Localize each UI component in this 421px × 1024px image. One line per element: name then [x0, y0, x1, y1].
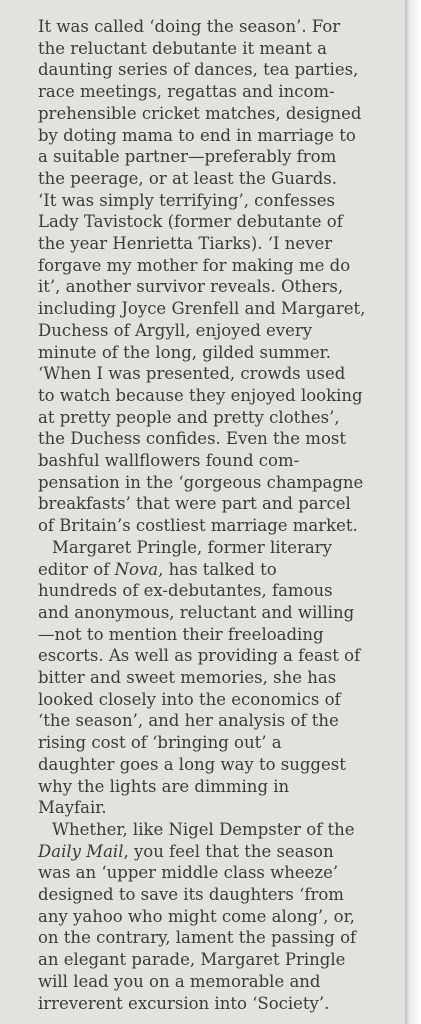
blurb-line: and anonymous, reluctant and willing [38, 602, 355, 622]
blurb-line [38, 559, 277, 581]
blurb-line: at pretty people and pretty clothes’, [38, 407, 340, 427]
blurb-line-segment: , has talked to [158, 559, 277, 579]
blurb-line [38, 841, 334, 863]
blurb-line: pensation in the ‘gorgeous champagne [38, 472, 364, 492]
blurb-line: why the lights are dimming in [38, 776, 290, 796]
blurb-line: bitter and sweet memories, she has [38, 668, 337, 687]
blurb-line: escorts. As well as providing a feast of [38, 646, 361, 666]
blurb-line-italic: Nova [114, 559, 159, 579]
page-edge-shadow [405, 0, 421, 1024]
blurb-line: a suitable partner—preferably from [38, 147, 337, 167]
blurb-line: will lead you on a memorable and [38, 971, 321, 991]
blurb-line: —not to mention their freeloading [38, 624, 324, 644]
blurb-line-segment: , you feel that the season [123, 841, 334, 861]
blurb-line: Mayfair. [38, 798, 107, 818]
blurb-line: prehensible cricket matches, designed [38, 103, 362, 123]
blurb-line: rising cost of ‘bringing out’ a [38, 733, 282, 753]
blurb-line: Lady Tavistock (former debutante of [38, 212, 343, 232]
blurb-line: Duchess of Argyll, enjoyed every [38, 320, 313, 340]
blurb-line: of Britain’s costliest marriage market. [38, 516, 358, 536]
blurb-line: any yahoo who might come along’, or, [38, 906, 355, 926]
blurb-line-segment: editor of [38, 559, 115, 579]
blurb-line: it’, another survivor reveals. Others, [38, 277, 344, 297]
blurb-line: the peerage, or at least the Guards. [38, 168, 337, 188]
blurb-line: breakfasts’ that were part and parcel [38, 494, 351, 514]
blurb-line: minute of the long, gilded summer. [38, 342, 331, 362]
blurb-line-italic: Daily Mail [38, 841, 124, 861]
blurb-line: the year Henrietta Tiarks). ‘I never [38, 234, 333, 253]
blurb-line: It was called ‘doing the season’. For [38, 17, 341, 36]
blurb-line: forgave my mother for making me do [38, 255, 351, 275]
blurb-line: was an ‘upper middle class wheeze’ [38, 863, 339, 883]
blurb-line: including Joyce Grenfell and Margaret, [38, 299, 366, 319]
blurb-line: Whether, like Nigel Dempster of the [52, 819, 355, 839]
blurb-line: race meetings, regattas and incom- [38, 82, 335, 102]
blurb-line: on the contrary, lament the passing of [38, 928, 357, 948]
blurb-line: the Duchess confides. Even the most [38, 429, 346, 449]
blurb-line: ‘When I was presented, crowds used [38, 364, 346, 384]
blurb-line: looked closely into the economics of [38, 689, 341, 709]
blurb-line: by doting mama to end in marriage to [38, 125, 356, 145]
blurb-line: ‘the season’, and her analysis of the [38, 711, 339, 731]
blurb-line: designed to save its daughters ‘from [38, 885, 344, 904]
blurb-line: the reluctant debutante it meant a [38, 38, 328, 58]
blurb-line: irreverent excursion into ‘Society’. [38, 993, 330, 1013]
blurb-line: bashful wallflowers found com- [38, 451, 300, 470]
blurb-line: Margaret Pringle, former literary [52, 537, 332, 557]
blurb-line: hundreds of ex-debutantes, famous [38, 581, 333, 601]
blurb-line: to watch because they enjoyed looking [38, 385, 363, 405]
blurb-line: an elegant parade, Margaret Pringle [38, 950, 346, 970]
blurb-line: ‘It was simply terrifying’, confesses [38, 190, 336, 210]
blurb-line: daughter goes a long way to suggest [38, 754, 346, 774]
blurb-line: daunting series of dances, tea parties, [38, 60, 359, 80]
